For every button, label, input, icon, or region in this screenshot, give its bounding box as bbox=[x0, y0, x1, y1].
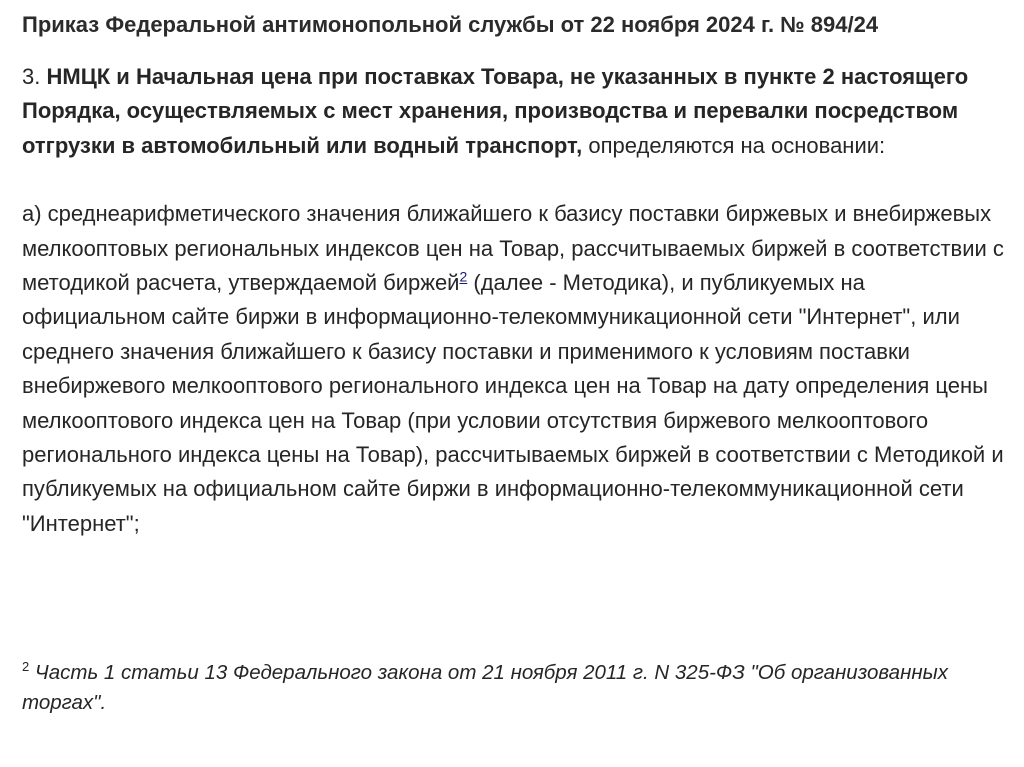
section-3-paragraph bbox=[22, 60, 1007, 163]
document-body bbox=[22, 60, 1007, 541]
footnote-mark: 2 bbox=[22, 659, 30, 675]
footnote-text: Часть 1 статьи 13 Федерального закона от 21 ноября 2011 г. N 325-ФЗ "Об организованных торгах". bbox=[22, 661, 948, 714]
page-title: Приказ Федеральной антимонопольной службы от 22 ноября 2024 г. № 894/24 bbox=[22, 12, 879, 37]
section-heading: НМЦК и Начальная цена при поставках Товара, не указанных в пункте 2 настоящего Порядка, осуществляемых с мест хранения, производства и перевалки посредством отгрузки в автомобильный или водный транспорт, bbox=[22, 64, 969, 158]
section-number: 3. bbox=[22, 64, 41, 89]
footnote bbox=[22, 658, 1007, 718]
clause-a-text-end: (далее - Методика), и публикуемых на официальном сайте биржи в информационно-телекоммуникационной сети "Интернет", или среднего значения ближайшего к базису поставки и применимого к условиям поставки внебиржевого мелкооптового регионального индекса цен на Товар на дату определения цены мелкооптового индекса цен на Товар (при условии отсутствия биржевого мелкооптового регионального индекса цены на Товар), рассчитываемых биржей в соответствии с Методикой и публикуемых на официальном сайте биржи в информационно-телекоммуникационной сети "Интернет"; bbox=[22, 270, 1004, 536]
clause-a-text-start: а) среднеарифметического значения ближайшего к базису поставки биржевых и внебиржевых мелкооптовых региональных индексов цен на Товар, рассчитываемых биржей в соответствии с методикой расчета, утверждаемой биржей bbox=[22, 201, 1004, 296]
section-heading-tail: определяются на основании: bbox=[588, 132, 886, 158]
clause-a-paragraph bbox=[22, 197, 1007, 541]
footnote-reference-link[interactable]: 2 bbox=[459, 268, 468, 285]
